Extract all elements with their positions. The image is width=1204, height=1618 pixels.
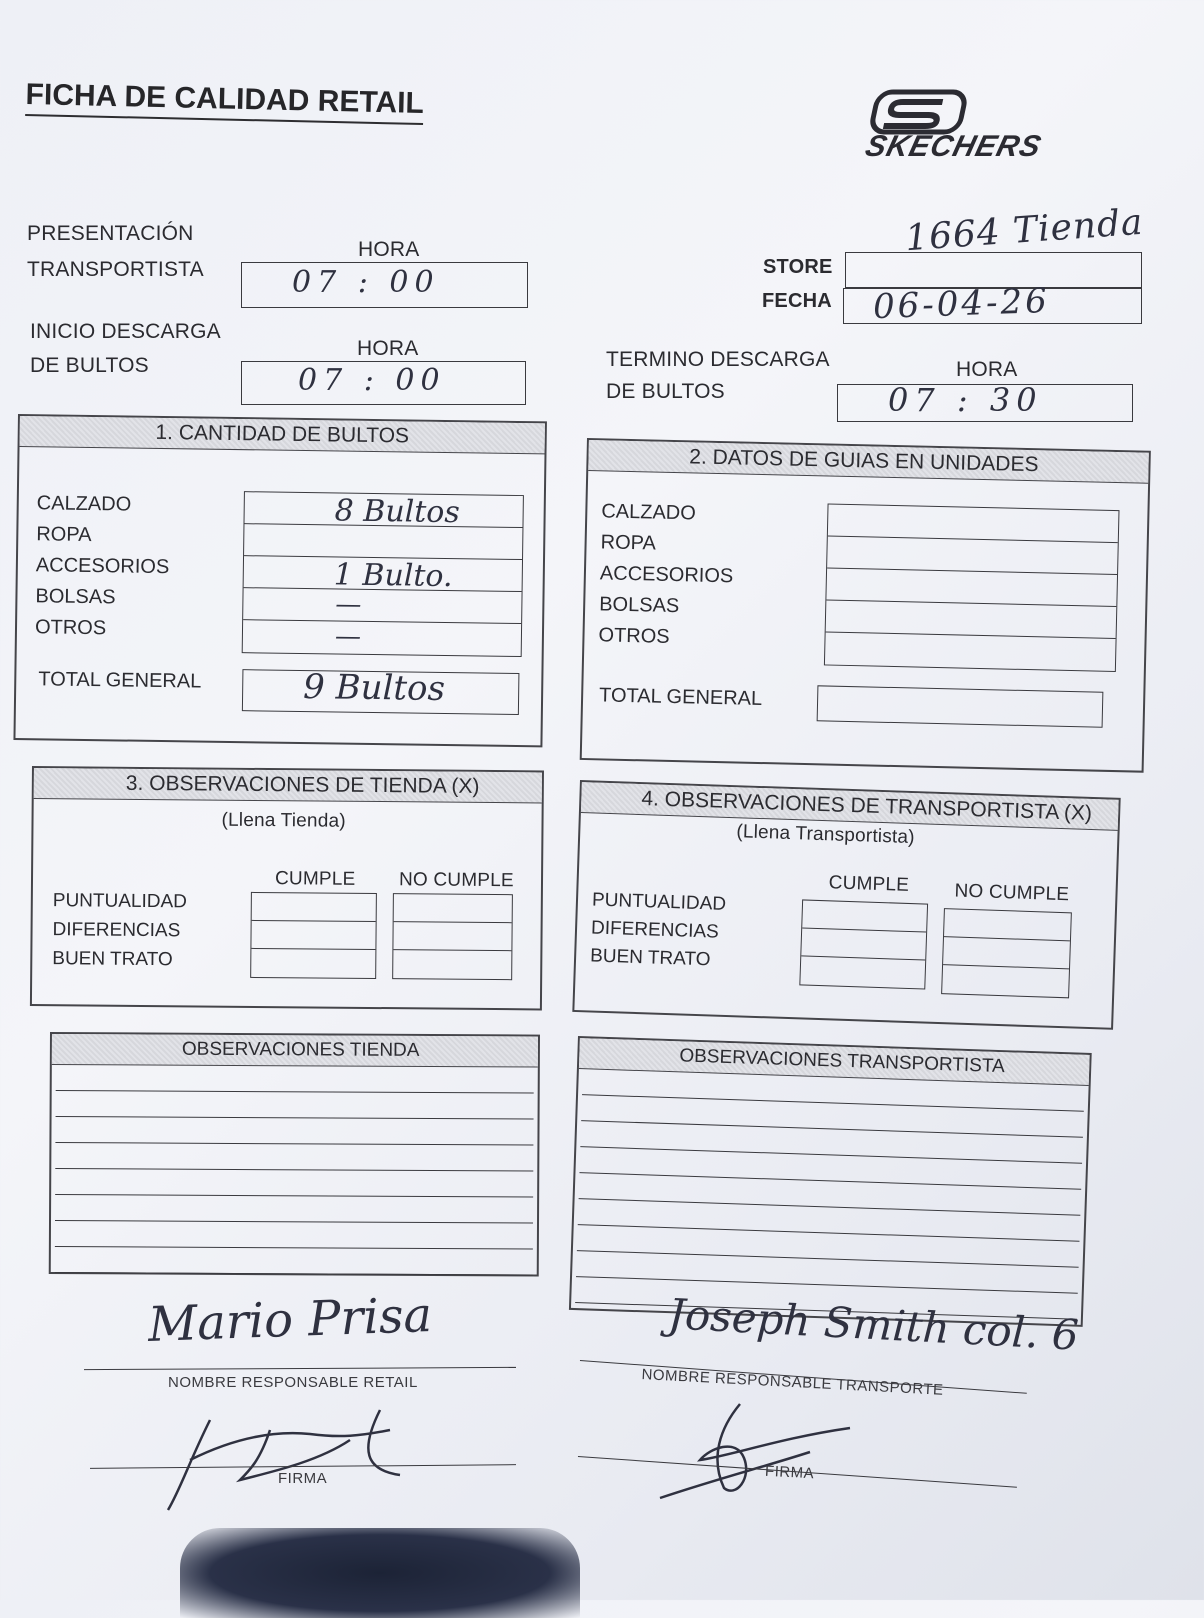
section4-cumple-boxes [799, 899, 928, 989]
section3-cumple-boxes [250, 892, 377, 979]
termino-label-1: TERMINO DESCARGA [606, 348, 830, 372]
section4-col-cumple: CUMPLE [828, 872, 909, 897]
section4-no-cumple-boxes [941, 908, 1072, 998]
retail-firma-label: FIRMA [278, 1470, 327, 1487]
section2-label-ropa: ROPA [600, 527, 801, 563]
store-value: 1664 Tienda [904, 202, 1145, 260]
section2-label-bolsas: BOLSAS [599, 589, 800, 625]
section4-no-cumple-puntualidad[interactable] [944, 909, 1071, 941]
section4-cumple-puntualidad[interactable] [802, 900, 927, 932]
observaciones-tienda-box [49, 1032, 540, 1277]
section1-label-ropa: ROPA [36, 519, 236, 553]
section1-label-calzado: CALZADO [37, 488, 237, 522]
section1-value-accesorios: 1 Bulto. [334, 557, 453, 594]
transport-name-label: NOMBRE RESPONSABLE TRANSPORTE [641, 1366, 944, 1399]
fecha-label: FECHA [762, 290, 832, 313]
termino-hora-value: 07 : 30 [888, 381, 1043, 419]
section1-total-label: TOTAL GENERAL [38, 664, 201, 697]
section1-labels [35, 488, 237, 646]
hora-label-termino: HORA [956, 358, 1017, 382]
section-datos-guias [580, 438, 1151, 773]
section4-item-buen-trato: BUEN TRATO [590, 942, 725, 974]
section4-subtitle: (Llena Transportista) [736, 821, 915, 849]
section1-row-accesorios[interactable] [244, 556, 522, 592]
section4-item-diferencias: DIFERENCIAS [591, 914, 726, 946]
section-cantidad-bultos [13, 414, 547, 747]
termino-hora-field[interactable] [837, 384, 1133, 422]
section3-no-cumple-puntualidad[interactable] [394, 894, 512, 923]
section2-label-calzado: CALZADO [601, 496, 802, 532]
section3-cumple-buen-trato[interactable] [251, 949, 375, 978]
obs-tienda-lines[interactable] [55, 1065, 534, 1275]
section1-row-otros[interactable] [243, 620, 521, 656]
presentacion-hora-field[interactable] [241, 262, 528, 308]
termino-label-2: DE BULTOS [606, 380, 725, 404]
section2-value-grid [824, 503, 1120, 672]
section3-item-puntualidad: PUNTUALIDAD [53, 886, 187, 916]
store-label: STORE [763, 256, 833, 279]
section4-no-cumple-diferencias[interactable] [943, 937, 1070, 969]
retail-name-line [84, 1367, 516, 1370]
section4-col-no-cumple: NO CUMPLE [954, 880, 1069, 906]
transport-signature-icon [640, 1398, 860, 1508]
obs-transportista-title: OBSERVACIONES TRANSPORTISTA [579, 1038, 1090, 1086]
section1-total-field[interactable] [242, 669, 520, 715]
section-observaciones-tienda-x [30, 766, 544, 1010]
section2-total-field[interactable] [817, 685, 1104, 727]
section1-value-grid [242, 491, 524, 657]
obs-tienda-title: OBSERVACIONES TIENDA [52, 1034, 538, 1068]
form-title: FICHA DE CALIDAD RETAIL [25, 78, 424, 125]
section3-no-cumple-diferencias[interactable] [393, 922, 511, 951]
section1-value-calzado: 8 Bultos [334, 493, 460, 530]
section3-title: 3. OBSERVACIONES DE TIENDA (X) [34, 768, 542, 803]
observaciones-transportista-box [569, 1036, 1092, 1327]
section2-row-otros[interactable] [825, 632, 1116, 671]
section1-row-ropa[interactable] [244, 524, 522, 560]
retail-name-handwritten: Mario Prisa [147, 1287, 433, 1353]
inicio-label-2: DE BULTOS [30, 354, 149, 378]
section4-item-puntualidad: PUNTUALIDAD [592, 886, 727, 918]
section2-label-accesorios: ACCESORIOS [600, 558, 801, 594]
presentacion-label-2: TRANSPORTISTA [27, 258, 204, 282]
section1-title: 1. CANTIDAD DE BULTOS [20, 416, 545, 454]
section4-cumple-buen-trato[interactable] [800, 956, 925, 988]
section3-subtitle: (Llena Tienda) [221, 810, 345, 833]
section1-total-value: 9 Bultos [303, 667, 445, 709]
section4-cumple-diferencias[interactable] [801, 928, 926, 960]
section3-item-diferencias: DIFERENCIAS [52, 915, 186, 945]
section2-total-label: TOTAL GENERAL [599, 680, 763, 715]
section1-label-bolsas: BOLSAS [35, 581, 235, 615]
hora-label-inicio: HORA [357, 337, 418, 361]
section3-cumple-puntualidad[interactable] [252, 893, 376, 922]
fecha-value: 06-04-26 [872, 281, 1050, 327]
section-observaciones-transportista-x [572, 780, 1120, 1030]
photo-shadow [180, 1528, 580, 1618]
inicio-hora-field[interactable] [241, 361, 526, 405]
section2-title: 2. DATOS DE GUIAS EN UNIDADES [588, 440, 1149, 484]
retail-signature-icon [150, 1400, 450, 1520]
section4-no-cumple-buen-trato[interactable] [942, 965, 1069, 997]
transport-firma-label: FIRMA [765, 1463, 815, 1483]
section1-value-otros: — [335, 621, 361, 651]
inicio-hora-value: 07 : 00 [298, 363, 446, 398]
presentacion-label-1: PRESENTACIÓN [27, 222, 194, 246]
section4-items [590, 886, 727, 974]
presentacion-hora-value: 07 : 00 [292, 265, 440, 300]
section1-value-bolsas: — [335, 589, 361, 619]
section3-item-buen-trato: BUEN TRATO [52, 944, 186, 974]
skechers-wordmark: SKECHERS [862, 130, 1045, 164]
section3-no-cumple-boxes [392, 893, 513, 980]
section3-no-cumple-buen-trato[interactable] [393, 950, 511, 979]
retail-name-label: NOMBRE RESPONSABLE RETAIL [168, 1374, 418, 1391]
section2-label-otros: OTROS [598, 620, 799, 656]
section4-title: 4. OBSERVACIONES DE TRANSPORTISTA (X) [581, 782, 1119, 831]
section1-row-calzado[interactable] [244, 492, 522, 528]
transport-name-handwritten: Joseph Smith col. 6 [667, 1289, 1080, 1359]
section3-col-no-cumple: NO CUMPLE [399, 869, 514, 892]
section3-items [52, 886, 187, 974]
hora-label-presentacion: HORA [358, 238, 419, 262]
section1-label-otros: OTROS [35, 612, 235, 646]
section3-col-cumple: CUMPLE [275, 868, 356, 891]
section2-labels [598, 496, 801, 655]
obs-transportista-lines[interactable] [575, 1069, 1084, 1320]
section3-cumple-diferencias[interactable] [251, 921, 375, 950]
section1-row-bolsas[interactable] [243, 588, 521, 624]
section1-label-accesorios: ACCESORIOS [36, 550, 236, 584]
skechers-logo [858, 86, 1108, 166]
inicio-label-1: INICIO DESCARGA [30, 320, 221, 344]
